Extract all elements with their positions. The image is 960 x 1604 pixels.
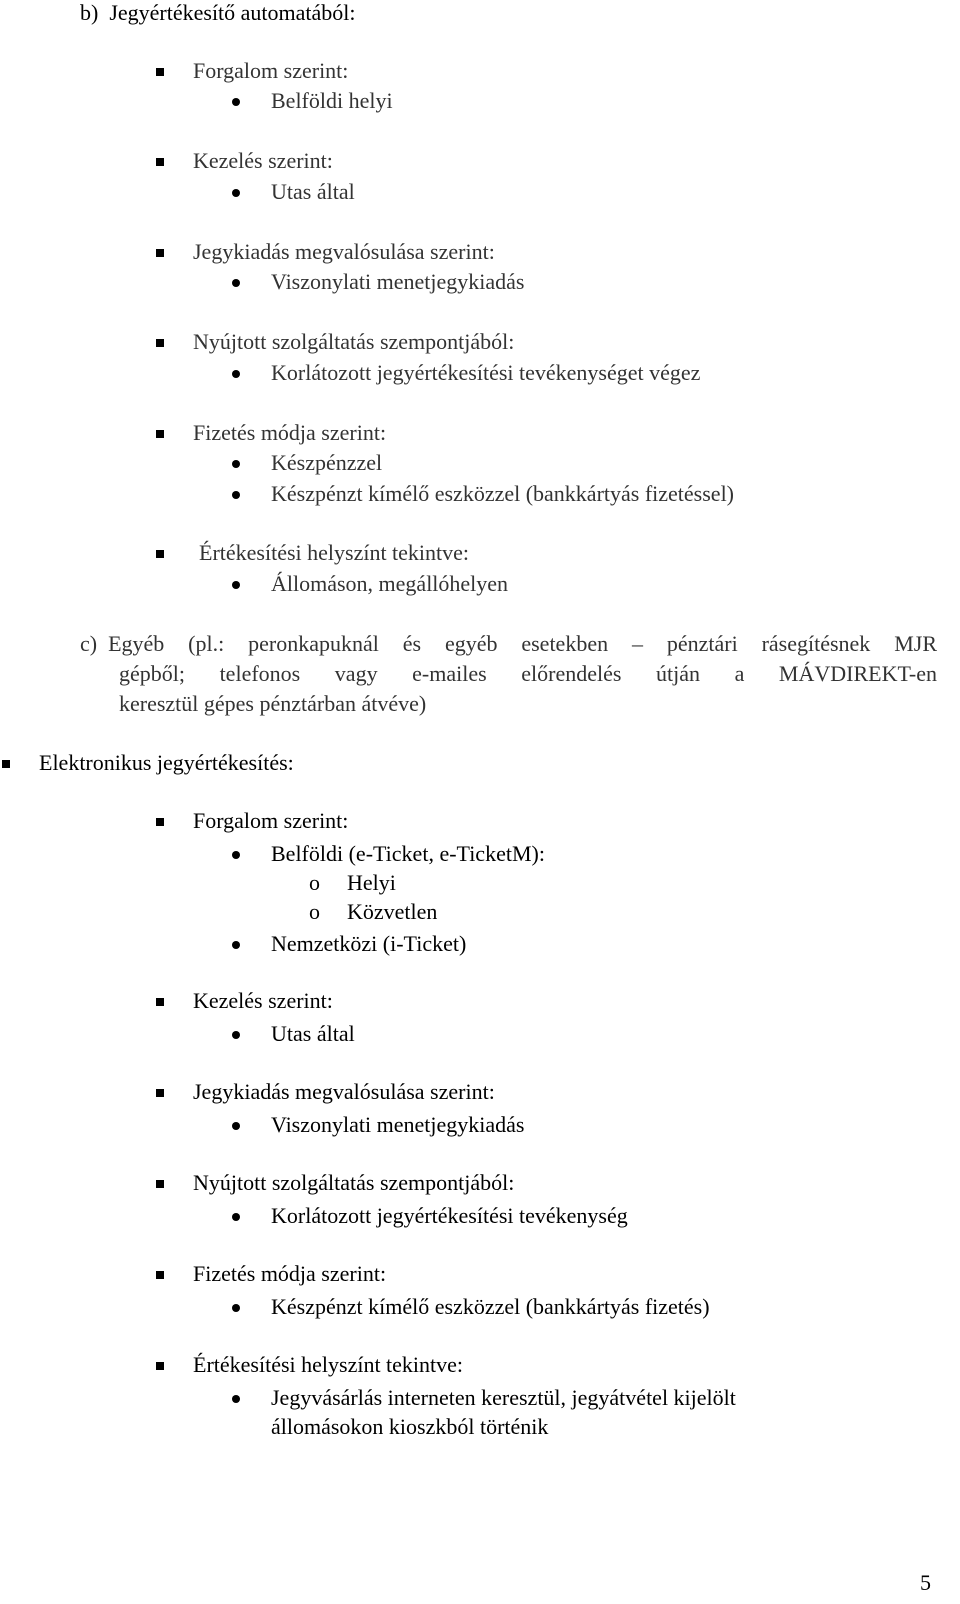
square-bullet-icon [156,998,164,1006]
round-bullet-icon [232,460,240,468]
round-bullet-icon [232,851,240,859]
section-c-paragraph-cont [119,659,937,719]
square-bullet-icon [156,818,164,826]
group-label: Kezelés szerint: [193,988,333,1013]
square-bullet-icon [2,760,10,768]
group-item: Belföldi (e-Ticket, e-TicketM): [271,841,545,866]
square-bullet-icon [156,430,164,438]
group-label: Forgalom szerint: [193,58,349,83]
group-item: Viszonylati menetjegykiadás [271,269,525,294]
group-item: Készpénzzel [271,450,383,475]
group-item: Belföldi helyi [271,88,393,113]
group-label: Értékesítési helyszínt tekintve: [193,1352,464,1377]
group-item: Készpénzt kímélő eszközzel (bankkártyás fizetéssel) [271,481,735,506]
group-item-continuation: állomásokon kioszkból történik [271,1414,549,1439]
paragraph-line: c) Egyéb (pl.: peronkapuknál és egyéb esetekben – pénztári rásegítésnek MJR [80,631,937,656]
square-bullet-icon [156,1271,164,1279]
group-label: Fizetés módja szerint: [193,1261,387,1286]
group-label: Nyújtott szolgáltatás szempontjából: [193,329,515,354]
square-bullet-icon [156,68,164,76]
group-label: Nyújtott szolgáltatás szempontjából: [193,1170,515,1195]
page-number: 5 [920,1570,931,1595]
round-bullet-icon [232,370,240,378]
group-label: Jegykiadás megvalósulása szerint: [193,1079,495,1104]
round-bullet-icon [232,1122,240,1130]
round-bullet-icon [232,1395,240,1403]
square-bullet-icon [156,339,164,347]
group-label: Fizetés módja szerint: [193,420,387,445]
round-bullet-icon [232,98,240,106]
group-item: Készpénzt kímélő eszközzel (bankkártyás fizetés) [271,1294,710,1319]
round-bullet-icon [232,189,240,197]
round-bullet-icon [232,941,240,949]
sub-item: Közvetlen [347,899,438,924]
group-item: Korlátozott jegyértékesítési tevékenység [271,1203,628,1228]
round-bullet-icon [232,279,240,287]
square-bullet-icon [156,550,164,558]
electronic-heading: Elektronikus jegyértékesítés: [39,750,294,775]
round-bullet-icon [232,581,240,589]
group-label: Értékesítési helyszínt tekintve: [199,540,470,565]
group-label: Kezelés szerint: [193,148,333,173]
paragraph-line: keresztül gépes pénztárban átvéve) [119,691,427,716]
circle-bullet-marker: o [309,899,320,924]
group-item: Viszonylati menetjegykiadás [271,1112,525,1137]
group-item: Korlátozott jegyértékesítési tevékenységet végez [271,360,701,385]
square-bullet-icon [156,1180,164,1188]
round-bullet-icon [232,491,240,499]
group-item: Jegyvásárlás interneten keresztül, jegyátvétel kijelölt [271,1385,736,1410]
round-bullet-icon [232,1031,240,1039]
square-bullet-icon [156,158,164,166]
group-item: Nemzetközi (i-Ticket) [271,931,467,956]
group-label: Forgalom szerint: [193,808,349,833]
paragraph-line: gépből; telefonos vagy e-mailes előrendelés útján a MÁVDIREKT-en [119,661,937,686]
section-b-heading: b) Jegyértékesítő automatából: [80,0,356,25]
sub-item: Helyi [347,870,396,895]
square-bullet-icon [156,249,164,257]
square-bullet-icon [156,1362,164,1370]
round-bullet-icon [232,1304,240,1312]
group-item: Állomáson, megállóhelyen [271,571,509,596]
round-bullet-icon [232,1213,240,1221]
square-bullet-icon [156,1089,164,1097]
group-label: Jegykiadás megvalósulása szerint: [193,239,495,264]
group-item: Utas által [271,179,355,204]
section-c-paragraph [80,629,937,659]
group-item: Utas által [271,1021,355,1046]
circle-bullet-marker: o [309,870,320,895]
